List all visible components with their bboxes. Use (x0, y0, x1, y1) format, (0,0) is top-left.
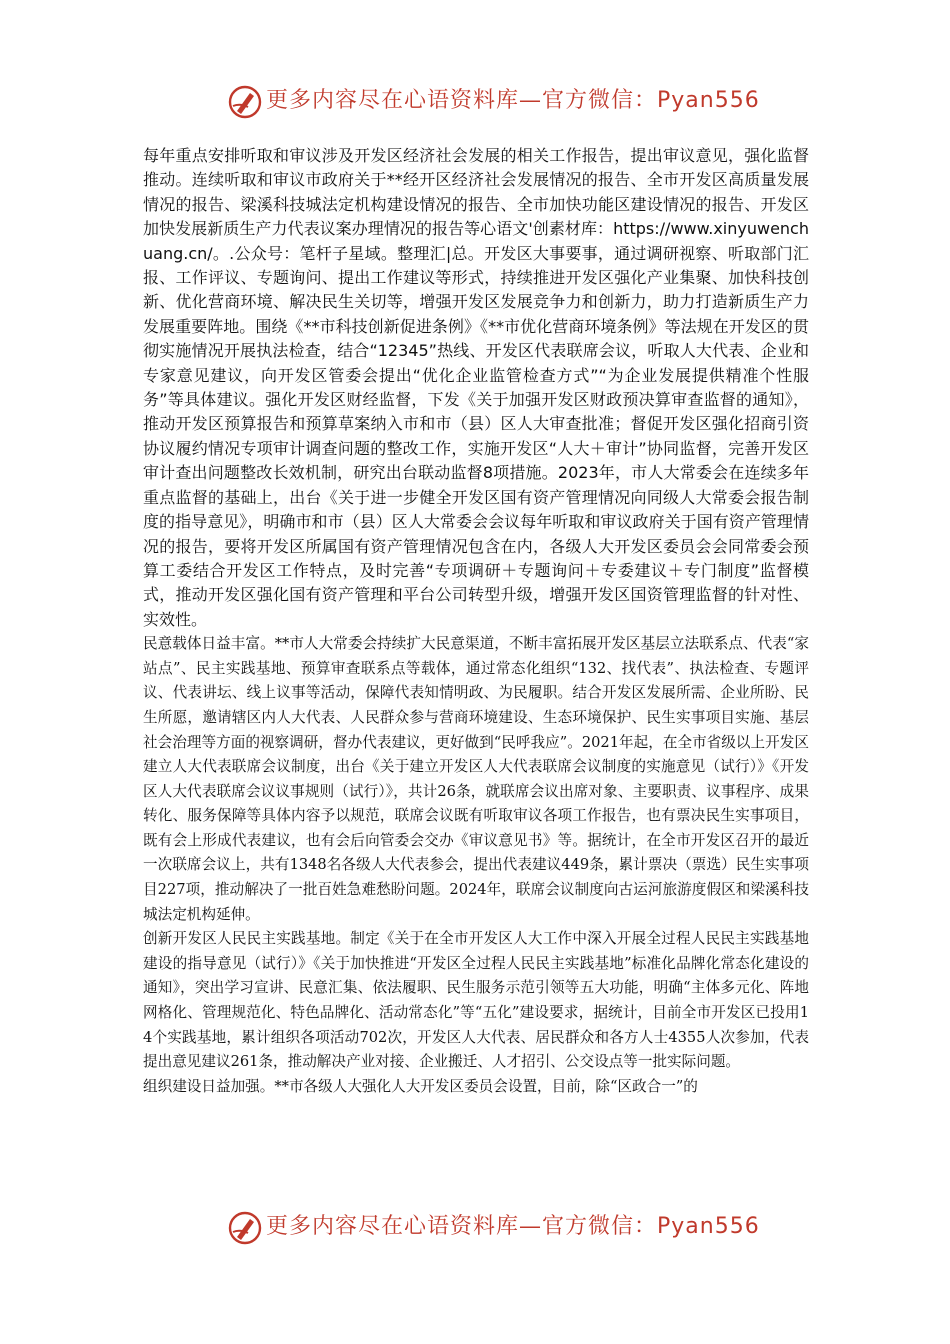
watermark-text (266, 86, 760, 116)
paragraph-organization: 组织建设日益加强。**市各级人大强化人大开发区委员会设置，目前，除“区政合一”的 (143, 1077, 698, 1095)
pen-logo-icon (228, 1211, 262, 1245)
document-body (143, 144, 809, 1099)
paragraph-democracy-base: 创新开发区人民民主实践基地。制定《关于在全市开发区人大工作中深入开展全过程人民民主实践基地建设的指导意见（试行）》《关于加快推进“开发区全过程人民民主实践基地”标准化品牌化常态化建设的通知》，突出学习宣讲、民意汇集、依法履职、民生服务示范引领等五大功能，明确“主体多元化、阵地网格化、管理规范化、特色品牌化、活动常态化”等“五化”建设要求，据统计，目前全市开发区已投用14个实践基地，累计组织各项活动702次，开发区人大代表、居民群众和各方人士4355人次参加，代表提出意见建议261条，推动解决产业对接、企业搬迁、人才招引、公交设点等一批实际问题。 (143, 930, 809, 1071)
watermark-wechat-id: Pyan556 (657, 88, 760, 113)
header-watermark-banner (0, 82, 950, 122)
footer-watermark-banner (0, 1208, 950, 1248)
paragraph-supervision: 每年重点安排听取和审议涉及开发区经济社会发展的相关工作报告，提出审议意见，强化监督推动。连续听取和审议市政府关于**经开区经济社会发展情况的报告、全市开发区高质量发展情况的报告、梁溪科技城法定机构建设情况的报告、全市加快功能区建设情况的报告、开发区加快发展新质生产力代表议案办理情况的报告等心语文'创素材库：https://www.xinyuwenchuang.cn/。.公众号：笔杆子星域。整理汇|总。开发区大事要事，通过调研视察、听取部门汇报、工作评议、专题询问、提出工作建议等形式，持续推进开发区强化产业集聚、加快科技创新、优化营商环境、解决民生关切等，增强开发区发展竞争力和创新力，助力打造新质生产力发展重要阵地。围绕《**市科技创新促进条例》《**市优化营商环境条例》等法规在开发区的贯彻实施情况开展执法检查，结合“12345”热线、开发区代表联席会议，听取人大代表、企业和专家意见建议，向开发区管委会提出“优化企业监管检查方式”“为企业发展提供精准个性服务”等具体建议。强化开发区财经监督，下发《关于加强开发区财政预决算审查监督的通知》，推动开发区预算报告和预算草案纳入市和市（县）区人大审查批准；督促开发区强化招商引资协议履约情况专项审计调查问题的整改工作，实施开发区“人大＋审计”协同监督，完善开发区审计查出问题整改长效机制，研究出台联动监督8项措施。2023年，市人大常委会在连续多年重点监督的基础上，出台《关于进一步健全开发区国有资产管理情况向同级人大常委会报告制度的指导意见》，明确市和市（县）区人大常委会会议每年听取和审议政府关于国有资产管理情况的报告，要将开发区所属国有资产管理情况包含在内，各级人大开发区委员会会同常委会预算工委结合开发区工作特点，及时完善“专项调研＋专题询问＋专委建议＋专门制度”监督模式，推动开发区强化国有资产管理和平台公司转型升级，增强开发区国资管理监督的针对性、实效性。 (143, 146, 809, 629)
watermark-text (266, 1212, 760, 1242)
watermark-main: 更多内容尽在心语资料库—官方微信： (266, 88, 658, 113)
paragraph-public-opinion: 民意载体日益丰富。**市人大常委会持续扩大民意渠道，不断丰富拓展开发区基层立法联系点、代表“家站点”、民主实践基地、预算审查联系点等载体，通过常态化组织“132、找代表”、执法检查、专题评议、代表讲坛、线上议事等活动，保障代表知情明政、为民履职。结合开发区发展所需、企业所盼、民生所愿，邀请辖区内人大代表、人民群众参与营商环境建设、生态环境保护、民生实事项目实施、基层社会治理等方面的视察调研，督办代表建议，更好做到“民呼我应”。2021年起，在全市省级以上开发区建立人大代表联席会议制度，出台《关于建立开发区人大代表联席会议制度的实施意见（试行）》《开发区人大代表联席会议议事规则（试行）》，共计26条，就联席会议出席对象、主要职责、议事程序、成果转化、服务保障等具体内容予以规范，联席会议既有听取审议各项工作报告，也有票决民生实事项目，既有会上形成代表建议，也有会后向管委会交办《审议意见书》等。据统计，在全市开发区召开的最近一次联席会议上，共有1348名各级人大代表参会，提出代表建议449条，累计票决（票选）民生实事项目227项，推动解决了一批百姓急难愁盼问题。2024年，联席会议制度向古运河旅游度假区和梁溪科技城法定机构延伸。 (143, 635, 809, 923)
watermark-main: 更多内容尽在心语资料库—官方微信： (266, 1214, 658, 1239)
watermark-wechat-id: Pyan556 (657, 1214, 760, 1239)
pen-logo-icon (228, 85, 262, 119)
